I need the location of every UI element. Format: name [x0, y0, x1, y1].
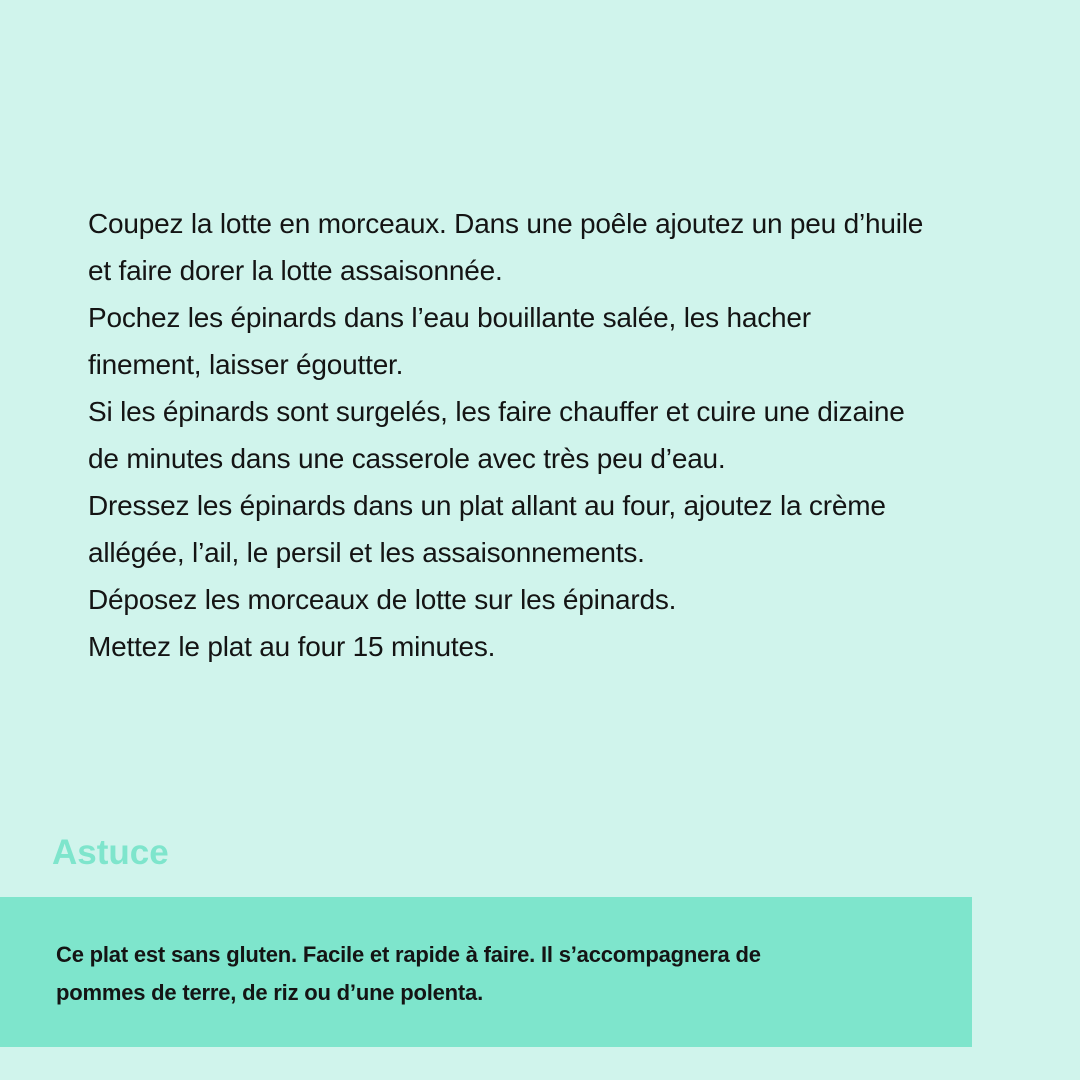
instruction-line: de minutes dans une casserole avec très peu d’eau.: [88, 443, 726, 474]
recipe-instructions: [88, 200, 1008, 670]
tip-line: pommes de terre, de riz ou d’une polenta.: [56, 980, 483, 1005]
instruction-line: et faire dorer la lotte assaisonnée.: [88, 255, 503, 286]
instruction-line: Coupez la lotte en morceaux. Dans une poêle ajoutez un peu d’huile: [88, 208, 924, 239]
tip-title: Astuce: [52, 833, 169, 872]
tip-text: [56, 936, 936, 1012]
instruction-line: Pochez les épinards dans l’eau bouillante salée, les hacher: [88, 302, 811, 333]
tip-line: Ce plat est sans gluten. Facile et rapide à faire. Il s’accompagnera de: [56, 942, 761, 967]
instruction-line: Dressez les épinards dans un plat allant au four, ajoutez la crème: [88, 490, 886, 521]
instruction-line: allégée, l’ail, le persil et les assaisonnements.: [88, 537, 645, 568]
instruction-line: Si les épinards sont surgelés, les faire chauffer et cuire une dizaine: [88, 396, 905, 427]
instruction-line: Déposez les morceaux de lotte sur les épinards.: [88, 584, 677, 615]
instruction-line: finement, laisser égoutter.: [88, 349, 404, 380]
instruction-line: Mettez le plat au four 15 minutes.: [88, 631, 496, 662]
